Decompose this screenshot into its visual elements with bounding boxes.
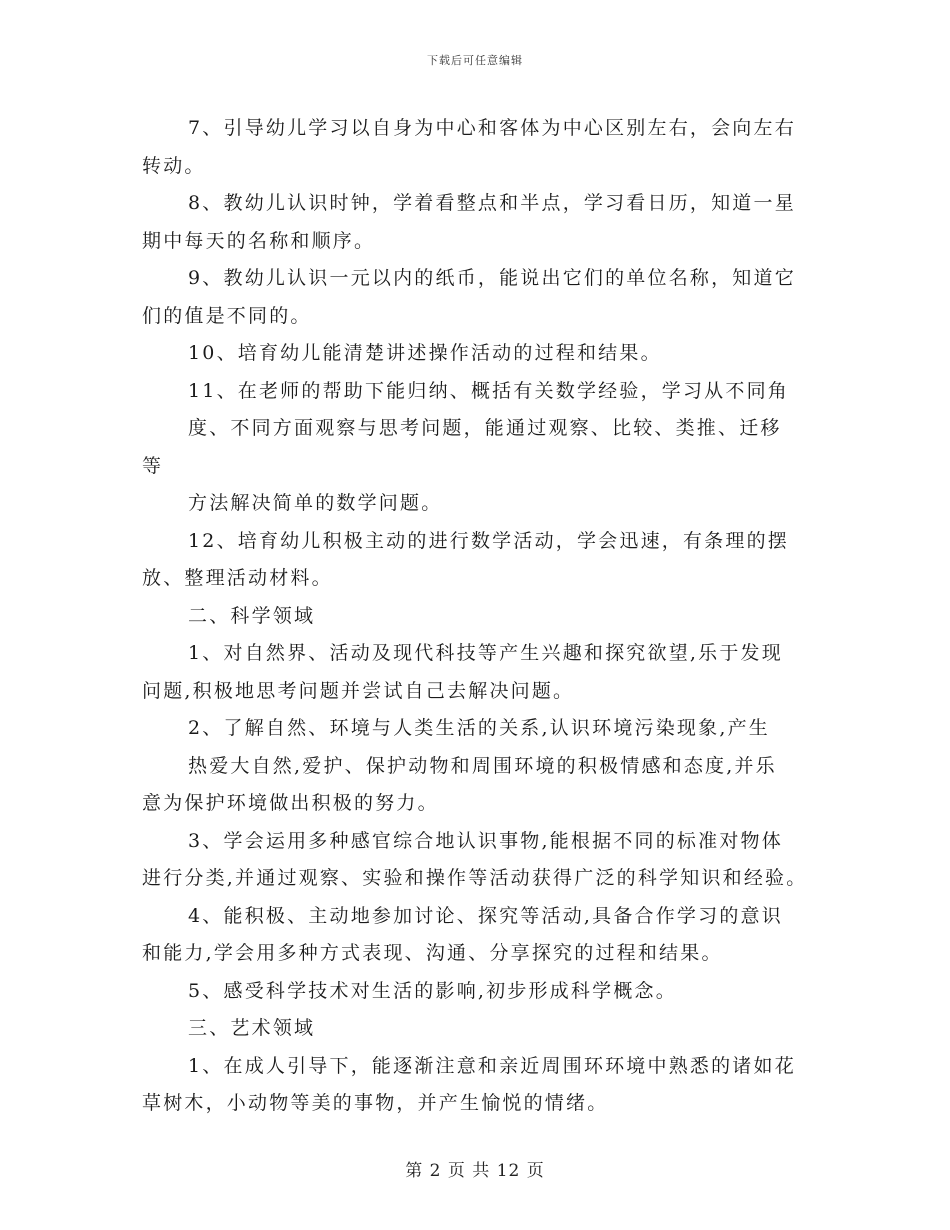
text-line: 们的值是不同的。 (142, 304, 312, 327)
text-line: 8、教幼儿认识时钟，学着看整点和半点，学习看日历，知道一星 (188, 192, 796, 214)
text-line: 11、在老师的帮助下能归纳、概括有关数学经验，学习从不同角 (188, 379, 789, 402)
text-line: 3、学会运用多种感官综合地认识事物,能根据不同的标准对物体 (188, 829, 783, 852)
text-line: 三、艺术领域 (188, 1017, 316, 1039)
text-line: 方法解决简单的数学问题。 (188, 492, 443, 514)
text-line: 放、整理活动材料。 (142, 567, 333, 589)
text-line: 转动。 (142, 154, 206, 177)
text-line: 热爱大自然,爱护、保护动物和周围环境的积极情感和态度,并乐 (188, 754, 777, 777)
text-line: 5、感受科学技术对生活的影响,初步形成科学概念。 (188, 979, 677, 1002)
page-header: 下载后可任意编辑 (427, 54, 523, 67)
text-line: 草树木，小动物等美的事物，并产生愉悦的情绪。 (142, 1092, 609, 1114)
text-line: 等 (142, 454, 164, 477)
text-line: 10、培育幼儿能清楚讲述操作活动的过程和结果。 (188, 342, 662, 364)
text-line: 和能力,学会用多种方式表现、沟通、分享探究的过程和结果。 (142, 942, 723, 964)
text-line: 1、对自然界、活动及现代科技等产生兴趣和探究欲望,乐于发现 (188, 642, 783, 664)
text-line: 度、不同方面观察与思考问题，能通过观察、比较、类推、迁移 (188, 417, 782, 439)
text-line: 进行分类,并通过观察、实验和操作等活动获得广泛的科学知识和经验。 (142, 867, 808, 889)
text-line: 1、在成人引导下，能逐渐注意和亲近周围环环境中熟悉的诸如花 (188, 1054, 796, 1077)
text-line: 期中每天的名称和顺序。 (142, 229, 376, 252)
text-line: 意为保护环境做出积极的努力。 (142, 792, 439, 814)
text-line: 问题,积极地思考问题并尝试自己去解决问题。 (142, 679, 575, 702)
text-line: 2、了解自然、环境与人类生活的关系,认识环境污染现象,产生 (188, 717, 770, 739)
text-line: 7、引导幼儿学习以自身为中心和客体为中心区别左右，会向左右 (188, 117, 796, 139)
text-line: 4、能积极、主动地参加讨论、探究等活动,具备合作学习的意识 (188, 904, 783, 927)
document-body (142, 110, 822, 1123)
text-line: 二、科学领域 (188, 604, 316, 627)
text-line: 12、培育幼儿积极主动的进行数学活动，学会迅速，有条理的摆 (188, 529, 789, 552)
page-footer: 第 2 页 共 12 页 (405, 1161, 545, 1181)
text-line: 9、教幼儿认识一元以内的纸币，能说出它们的单位名称，知道它 (188, 267, 796, 289)
